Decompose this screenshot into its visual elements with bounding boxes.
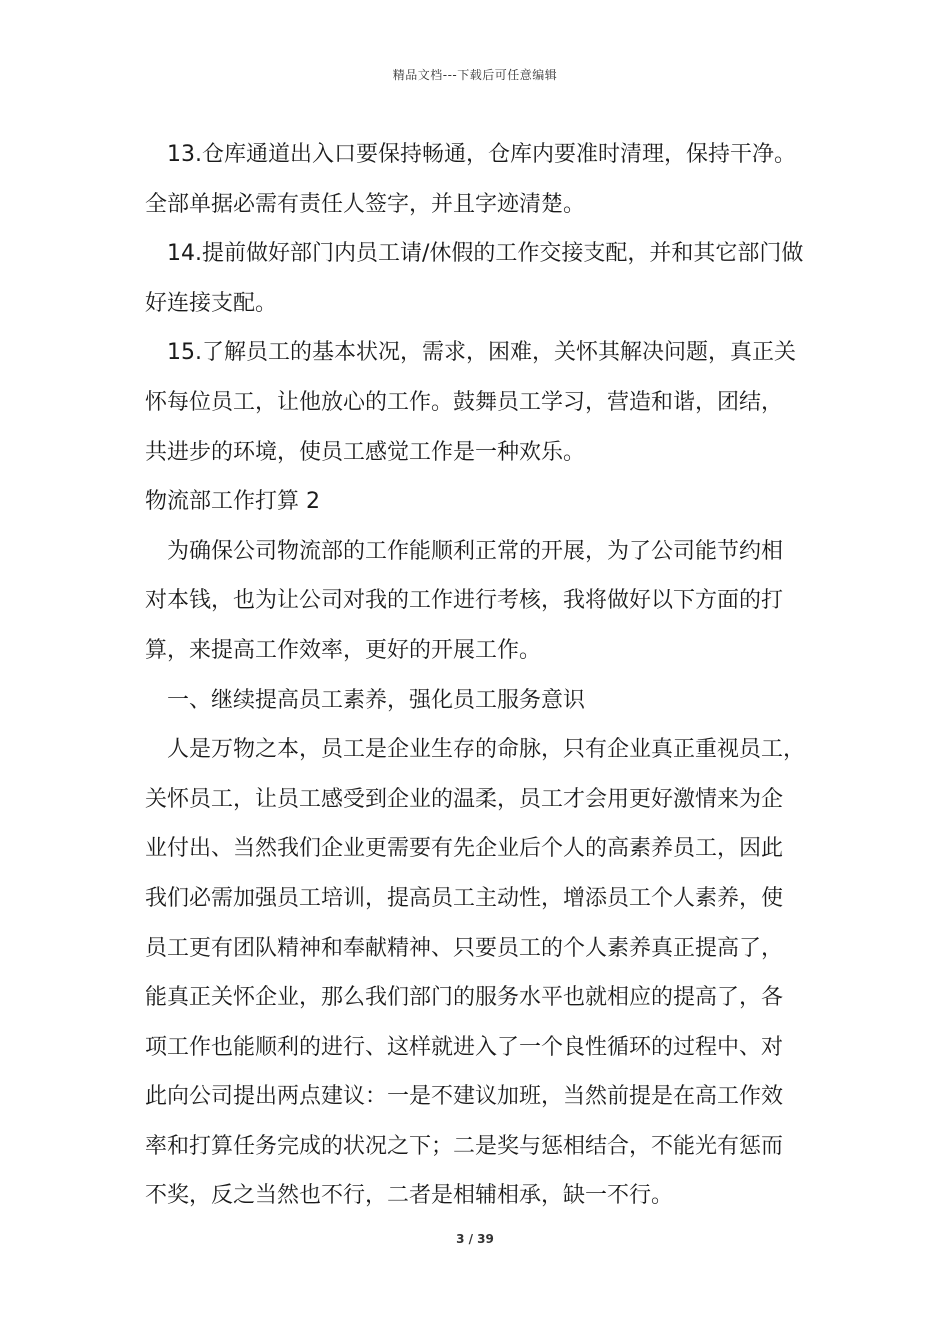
page-header: 精品文档---下载后可任意编辑: [392, 68, 558, 82]
text-line: 全部单据必需有责任人签字，并且字迹清楚。: [145, 191, 586, 217]
text-line: 员工更有团队精神和奉献精神、只要员工的个人素养真正提高了，: [145, 935, 784, 961]
page-number: 3 / 39: [456, 1232, 494, 1246]
text-line: 率和打算任务完成的状况之下；二是奖与惩相结合，不能光有惩而: [145, 1133, 784, 1159]
text-line: 能真正关怀企业，那么我们部门的服务水平也就相应的提高了，各: [145, 985, 784, 1011]
list-item-13: [145, 130, 815, 229]
text-line: 怀每位员工，让他放心的工作。鼓舞员工学习，营造和谐，团结，: [145, 389, 784, 415]
text-line: 项工作也能顺利的进行、这样就进入了一个良性循环的过程中、对: [145, 1034, 784, 1060]
text-line: 算，来提高工作效率，更好的开展工作。: [145, 637, 542, 663]
text-line: 14.提前做好部门内员工请/休假的工作交接支配，并和其它部门做: [167, 241, 804, 267]
text-line: 此向公司提出两点建议：一是不建议加班，当然前提是在高工作效: [145, 1084, 784, 1110]
text-line: 共进步的环境，使员工感觉工作是一种欢乐。: [145, 439, 586, 465]
text-line: 业付出、当然我们企业更需要有先企业后个人的高素养员工，因此: [145, 836, 784, 862]
text-line: 对本钱，也为让公司对我的工作进行考核，我将做好以下方面的打: [145, 588, 784, 614]
text-line: 我们必需加强员工培训，提高员工主动性，增添员工个人素养，使: [145, 885, 784, 911]
text-line: 人是万物之本，员工是企业生存的命脉，只有企业真正重视员工，: [167, 737, 806, 763]
subsection-text: 一、继续提高员工素养，强化员工服务意识: [167, 687, 586, 713]
text-line: 好连接支配。: [145, 290, 278, 316]
text-line: 关怀员工，让员工感受到企业的温柔，员工才会用更好激情来为企: [145, 786, 784, 812]
text-line: 为确保公司物流部的工作能顺利正常的开展，为了公司能节约相: [167, 538, 784, 564]
list-item-15: [145, 328, 815, 477]
section-title: [145, 477, 815, 527]
text-line: 不奖，反之当然也不行，二者是相辅相承，缺一不行。: [145, 1183, 674, 1209]
list-item-14: [145, 229, 815, 328]
text-line: 13.仓库通道出入口要保持畅通，仓库内要准时清理，保持干净。: [167, 142, 796, 167]
heading-text: 物流部工作打算 2: [145, 489, 320, 515]
intro-paragraph: [145, 527, 815, 676]
document-body: [145, 130, 815, 1221]
body-paragraph: [145, 725, 815, 1221]
subsection-title: [145, 676, 815, 726]
text-line: 15.了解员工的基本状况，需求，困难，关怀其解决问题，真正关: [167, 340, 796, 366]
